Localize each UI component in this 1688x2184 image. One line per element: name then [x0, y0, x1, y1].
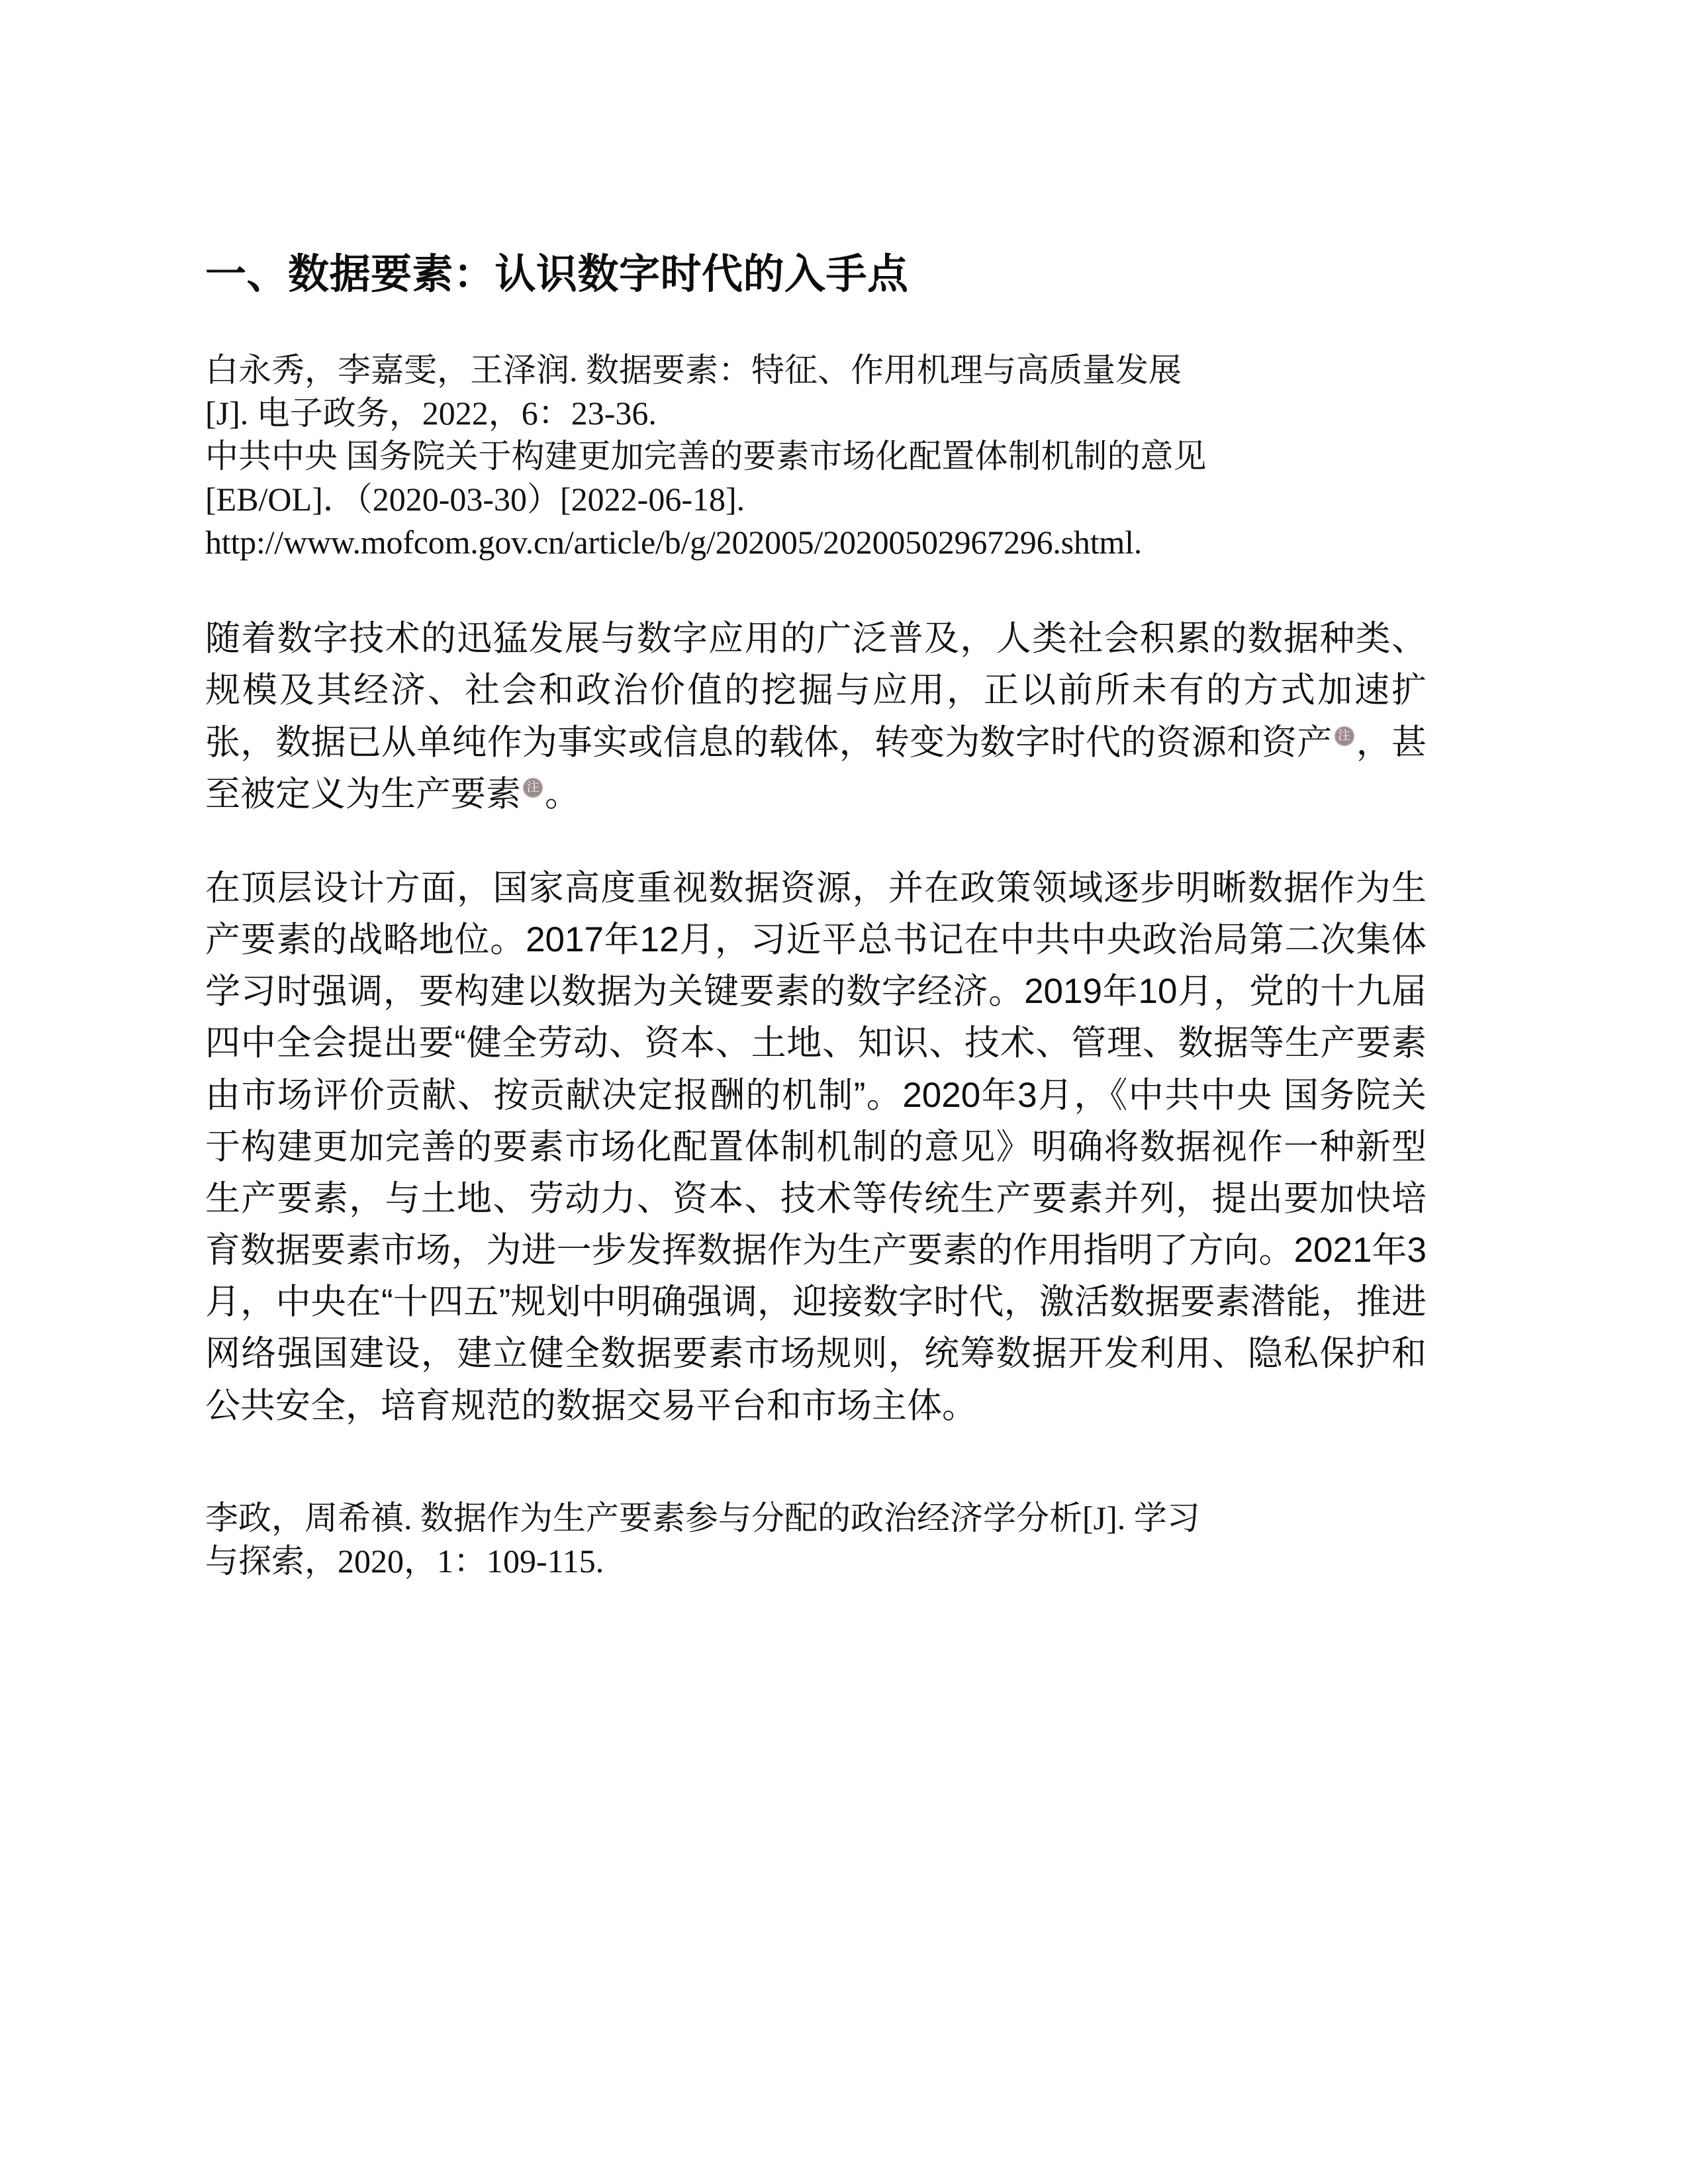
citation-url-line: http://www.mofcom.gov.cn/article/b/g/202005/20200502967296.shtml. — [205, 524, 1143, 561]
footnote-marker-icon[interactable]: 注 — [1335, 726, 1354, 746]
citation-line: [J]. 电子政务，2022，6：23-36. — [205, 395, 657, 432]
body-paragraph-2: 在顶层设计方面，国家高度重视数据资源，并在政策领域逐步明晰数据作为生产要素的战略地位。2017年12月，习近平总书记在中共中央政治局第二次集体学习时强调，要构建以数据为关键要素的数字经济。2019年10月，党的十九届四中全会提出要“健全劳动、资本、土地、知识、技术、管理、数据等生产要素由市场评价贡献、按贡献决定报酬的机制”。2020年3月，《中共中央 国务院关于构建更加完善的要素市场化配置体制机制的意见》明确将数据视作一种新型生产要素，与土地、劳动力、资本、技术等传统生产要素并列，提出要加快培育数据要素市场，为进一步发挥数据作为生产要素的作用指明了方向。2021年3月，中央在“十四五”规划中明确强调，迎接数字时代，激活数据要素潜能，推进网络强国建设，建立健全数据要素市场规则，统筹数据开发利用、隐私保护和公共安全，培育规范的数据交易平台和市场主体。 — [205, 868, 1427, 1425]
paragraph-1-segment-b: ，甚至被定义为生产要素 — [205, 722, 1427, 814]
citation-line: 李政，周希禛. 数据作为生产要素参与分配的政治经济学分析[J]. 学习 — [205, 1499, 1200, 1537]
footnote-marker-icon[interactable]: 注 — [523, 778, 543, 798]
page-title: 一、数据要素：认识数字时代的入手点 — [205, 252, 909, 297]
document-content-column — [205, 0, 1427, 1583]
citation-block-bottom — [205, 1432, 1427, 1583]
paragraph-1-segment-a: 随着数字技术的迅猛发展与数字应用的广泛普及，人类社会积累的数据种类、规模及其经济、社会和政治价值的挖掘与应用，正以前所未有的方式加速扩张，数据已从单纯作为事实或信息的载体，转变为数字时代的资源和资产 — [205, 619, 1427, 762]
citation-line: 与探索，2020，1：109-115. — [205, 1542, 604, 1580]
citation-line: [EB/OL]．（2020-03-30）[2022-06-18]. — [205, 481, 745, 518]
citation-line: 白永秀，李嘉雯，王泽润. 数据要素：特征、作用机理与高质量发展 — [205, 352, 1182, 389]
citation-block-top — [205, 299, 1427, 564]
paragraph-1-segment-c: 。 — [545, 774, 580, 814]
body-paragraph-1 — [205, 564, 1427, 820]
citation-line: 中共中央 国务院关于构建更加完善的要素市场化配置体制机制的意见 — [205, 438, 1207, 475]
